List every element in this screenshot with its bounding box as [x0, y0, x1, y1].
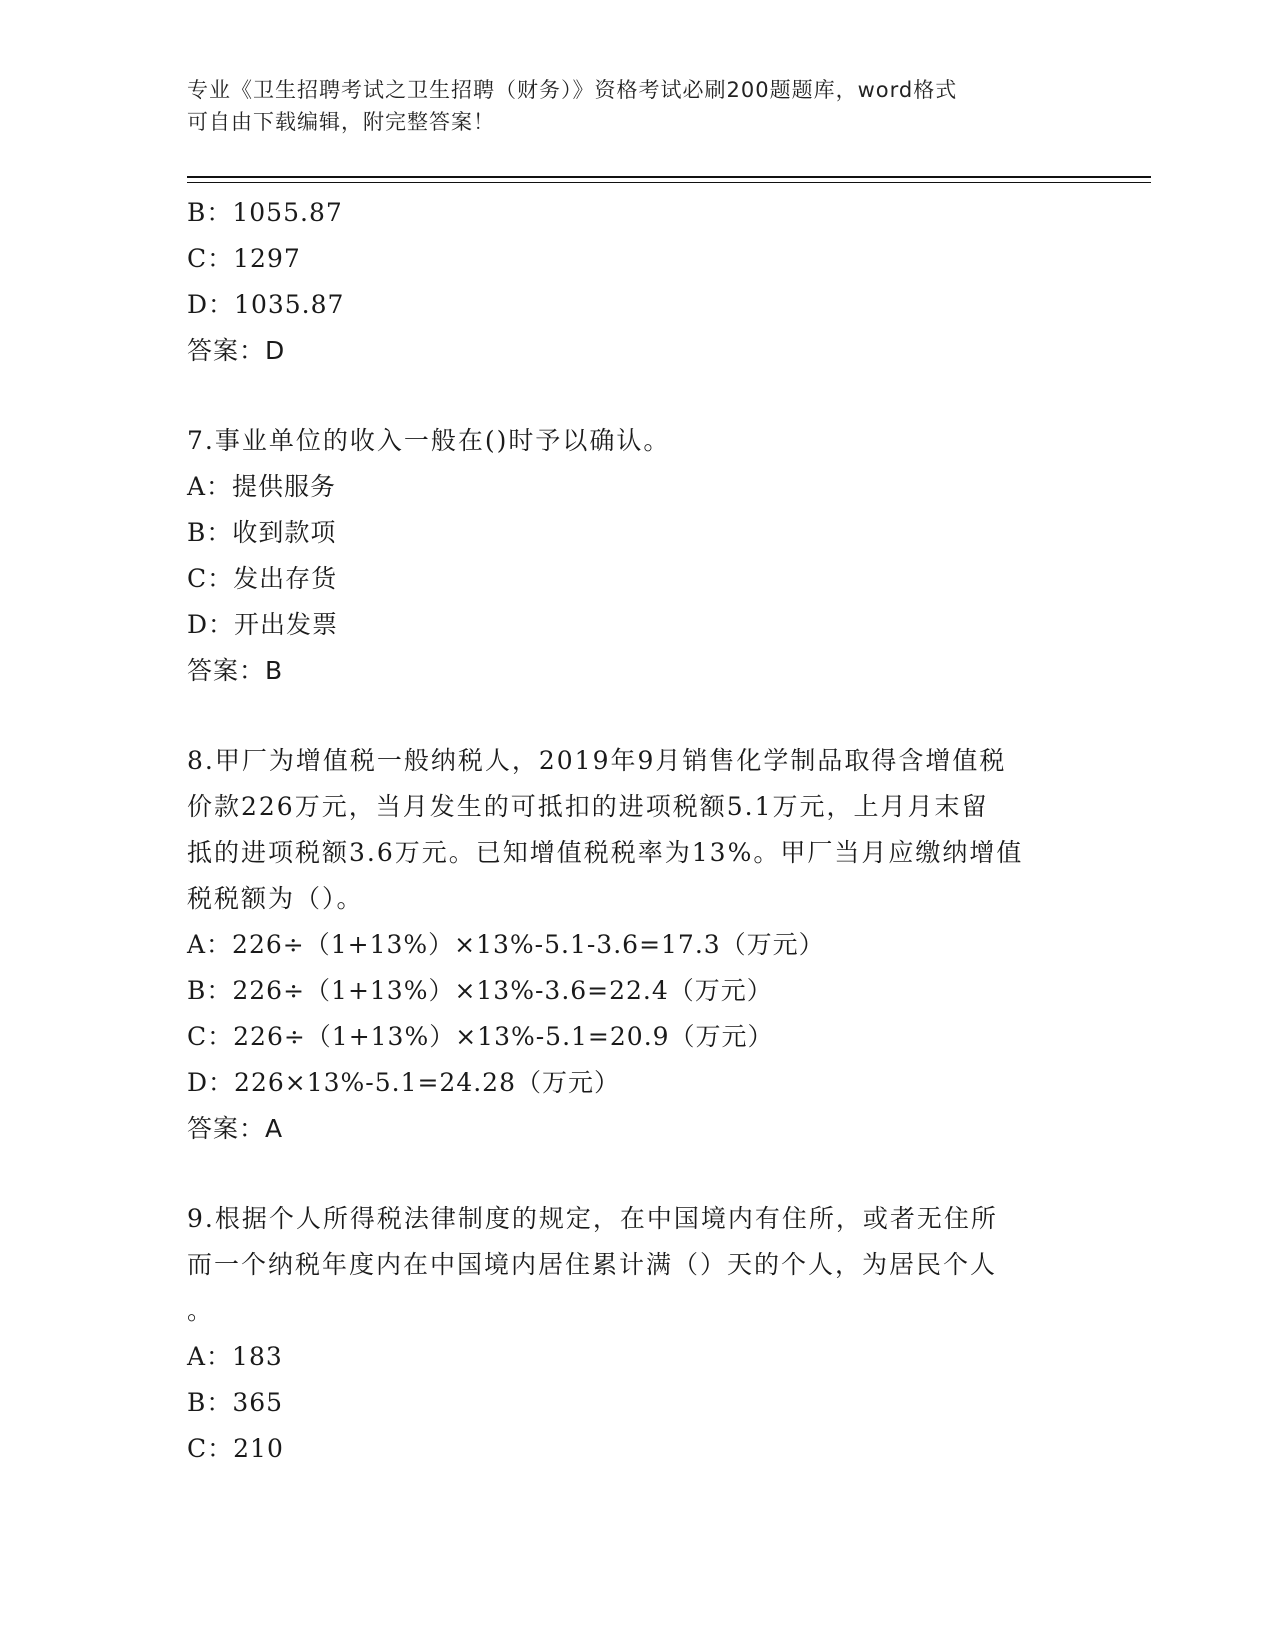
stem-line: 而一个纳税年度内在中国境内居住累计满（）天的个人，为居民个人 — [187, 1250, 998, 1279]
option-c: C：210 — [187, 1434, 284, 1463]
option-b: B：365 — [187, 1388, 284, 1417]
header-line-1: 专业《卫生招聘考试之卫生招聘（财务）》资格考试必刷200题题库，word格式 — [187, 78, 958, 102]
option-a: A：226÷（1+13%）×13%-5.1-3.6=17.3（万元） — [187, 930, 825, 959]
header-divider — [187, 176, 1151, 183]
page-header — [187, 74, 1067, 138]
option-b: B：收到款项 — [187, 518, 337, 547]
stem-line: 抵的进项税额3.6万元。已知增值税税率为13%。甲厂当月应缴纳增值 — [187, 838, 1024, 867]
prev-question — [187, 190, 1087, 374]
question-stem — [187, 738, 1087, 922]
option-d: D：1035.87 — [187, 290, 345, 319]
stem-line: 8.甲厂为增值税一般纳税人，2019年9月销售化学制品取得含增值税 — [187, 746, 1007, 775]
answer-label: 答案：A — [187, 1114, 284, 1143]
stem-line: 7.事业单位的收入一般在()时予以确认。 — [187, 426, 671, 455]
question-stem — [187, 1196, 1087, 1334]
stem-line: 税税额为（）。 — [187, 884, 364, 913]
answer-label: 答案：B — [187, 656, 284, 685]
stem-line: 。 — [187, 1296, 215, 1325]
question-stem — [187, 418, 1087, 464]
answer-label: 答案：D — [187, 336, 286, 365]
header-line-2: 可自由下载编辑，附完整答案！ — [187, 110, 495, 134]
question-7 — [187, 418, 1087, 694]
question-9 — [187, 1196, 1087, 1472]
question-content — [187, 190, 1087, 1472]
option-d: D：226×13%-5.1=24.28（万元） — [187, 1068, 620, 1097]
option-c: C：发出存货 — [187, 564, 338, 593]
stem-line: 9.根据个人所得税法律制度的规定，在中国境内有住所，或者无住所 — [187, 1204, 998, 1233]
option-c: C：226÷（1+13%）×13%-5.1=20.9（万元） — [187, 1022, 774, 1051]
option-b: B：226÷（1+13%）×13%-3.6=22.4（万元） — [187, 976, 773, 1005]
stem-line: 价款226万元，当月发生的可抵扣的进项税额5.1万元，上月月末留 — [187, 792, 989, 821]
option-a: A：183 — [187, 1342, 283, 1371]
option-b: B：1055.87 — [187, 198, 343, 227]
option-a: A：提供服务 — [187, 472, 337, 501]
option-c: C：1297 — [187, 244, 301, 273]
option-d: D：开出发票 — [187, 610, 339, 639]
question-8 — [187, 738, 1087, 1152]
